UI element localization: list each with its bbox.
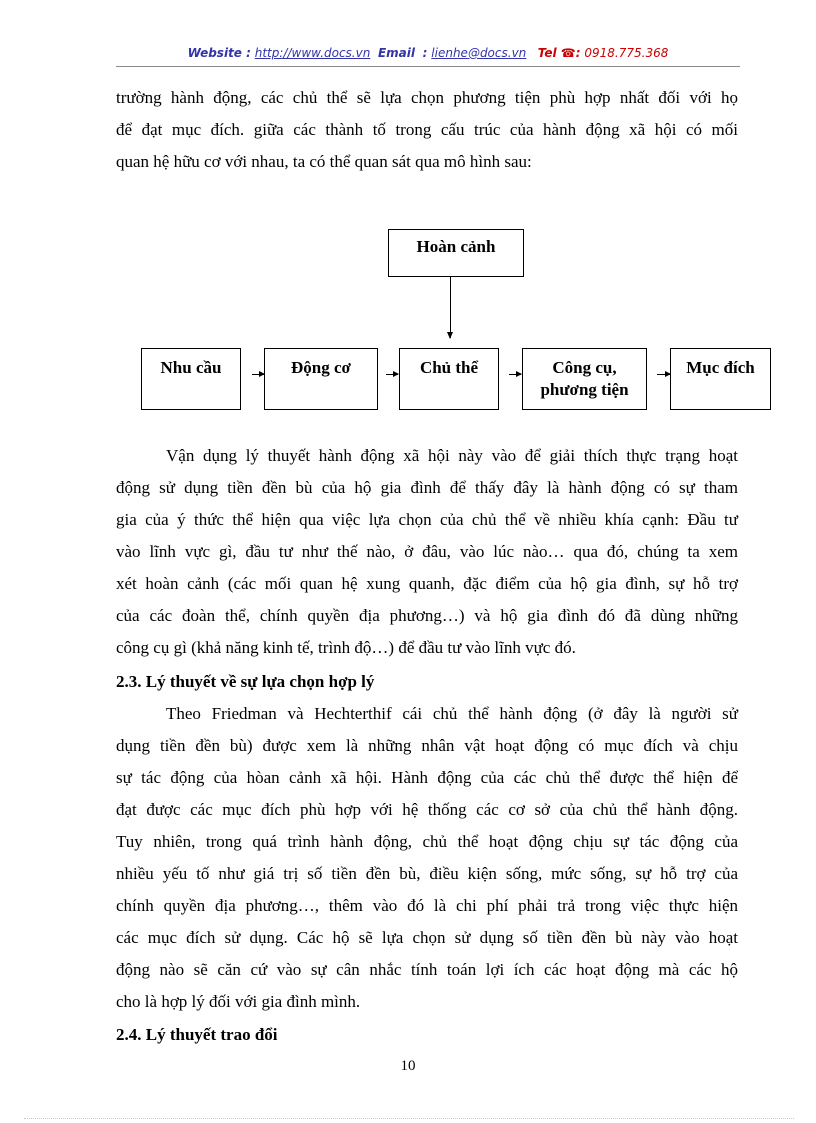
arrow-right-icon: [386, 374, 398, 375]
text-line: công cụ gì (khả năng kinh tế, trình độ…) để đầu tư vào lĩnh vực đó.: [116, 638, 576, 657]
tel-number: 0918.775.368: [584, 46, 669, 60]
footer-divider: [24, 1118, 794, 1119]
text-line: trường hành động, các chủ thể sẽ lựa chọn phương tiện phù hợp nhất đối với họ: [116, 88, 738, 107]
text-line: nhiều yếu tố như giá trị số tiền đền bù, điều kiện sống, mức sống, sự hỗ trợ của: [116, 864, 738, 883]
diagram-box-goal: [670, 348, 771, 410]
text-line: Tuy nhiên, trong quá trình hành động, chủ thể hoạt động chịu sự tác động của: [116, 832, 738, 851]
website-label: Website :: [187, 46, 251, 60]
page-number: 10: [400, 1058, 416, 1074]
section-heading-2-3: 2.3. Lý thuyết về sự lựa chọn hợp lý: [116, 672, 375, 691]
diagram-box-context: [388, 229, 524, 277]
diagram-box-label: Động cơ: [291, 358, 351, 377]
page-header: [116, 46, 740, 60]
section-heading-2-4: 2.4. Lý thuyết trao đổi: [116, 1025, 278, 1044]
email-label: Email: [377, 46, 416, 60]
tel-label: Tel ☎:: [537, 46, 581, 60]
text-line: sự tác động của hòan cảnh xã hội. Hành động của các chủ thể được thể hiện để: [116, 768, 738, 787]
diagram-box-subject: [399, 348, 499, 410]
arrow-right-icon: [509, 374, 521, 375]
arrow-right-icon: [657, 374, 670, 375]
diagram-box-need: [141, 348, 241, 410]
text-line: Vận dụng lý thuyết hành động xã hội này vào để giải thích thực trạng hoạt: [166, 446, 738, 465]
text-line: cho là hợp lý đối với gia đình mình.: [116, 992, 361, 1011]
diagram-box-label: Mục đích: [686, 358, 755, 377]
diagram-box-label: Công cụ,: [552, 358, 617, 377]
diagram-box-label: Nhu cầu: [160, 358, 222, 377]
diagram-box-label: phương tiện: [540, 380, 629, 399]
text-line: động nào sẽ căn cứ vào sự cân nhắc tính toán lợi ích các hoạt động mà các hộ: [116, 960, 738, 979]
diagram-box-label: Hoàn cảnh: [416, 237, 496, 256]
paragraph-rational-choice: [116, 698, 738, 1018]
text-line: quan hệ hữu cơ với nhau, ta có thể quan sát qua mô hình sau:: [116, 152, 532, 171]
email-link[interactable]: lienhe@docs.vn: [431, 46, 527, 60]
header-divider: [116, 66, 740, 67]
diagram-box-label: Chủ thể: [419, 358, 479, 377]
paragraph-application: [116, 440, 738, 664]
text-line: dụng tiền đền bù) được xem là những nhân vật hoạt động có mục đích và chịu: [116, 736, 738, 755]
diagram-box-tools: [522, 348, 647, 410]
arrow-right-icon: [252, 374, 264, 375]
website-link[interactable]: http://www.docs.vn: [254, 46, 371, 60]
text-line: gia của ý thức thể hiện qua việc lựa chọn của chủ thể về nhiều khía cạnh: Đầu tư: [116, 510, 738, 529]
email-separator: :: [422, 46, 428, 60]
text-line: xét hoàn cảnh (các mối quan hệ xung quanh, đặc điểm của hộ gia đình, sự hỗ trợ: [116, 574, 738, 593]
diagram-box-motive: [264, 348, 378, 410]
text-line: vào lĩnh vực gì, đầu tư như thế nào, ở đâu, vào lúc nào… qua đó, chúng ta xem: [116, 542, 738, 561]
text-line: động sử dụng tiền đền bù của hộ gia đình để thấy đây là hành động có sự tham: [116, 478, 738, 497]
text-line: Theo Friedman và Hechterthif cái chủ thể hành động (ở đây là người sử: [166, 704, 738, 723]
arrow-down-icon: [450, 277, 451, 338]
paragraph-intro: [116, 82, 738, 178]
text-line: của các đoàn thể, chính quyền địa phương…) và hộ gia đình đó đã dùng những: [116, 606, 738, 625]
text-line: để đạt mục đích. giữa các thành tố trong cấu trúc của hành động xã hội có mối: [116, 120, 738, 139]
text-line: đạt được các mục đích phù hợp với hệ thống các cơ sở của chủ thể hành động.: [116, 800, 738, 819]
text-line: các mục đích sử dụng. Các hộ sẽ lựa chọn sử dụng số tiền đền bù này vào hoạt: [116, 928, 738, 947]
text-line: chính quyền địa phương…, thêm vào đó là chi phí phải trả trong việc thực hiện: [116, 896, 738, 915]
